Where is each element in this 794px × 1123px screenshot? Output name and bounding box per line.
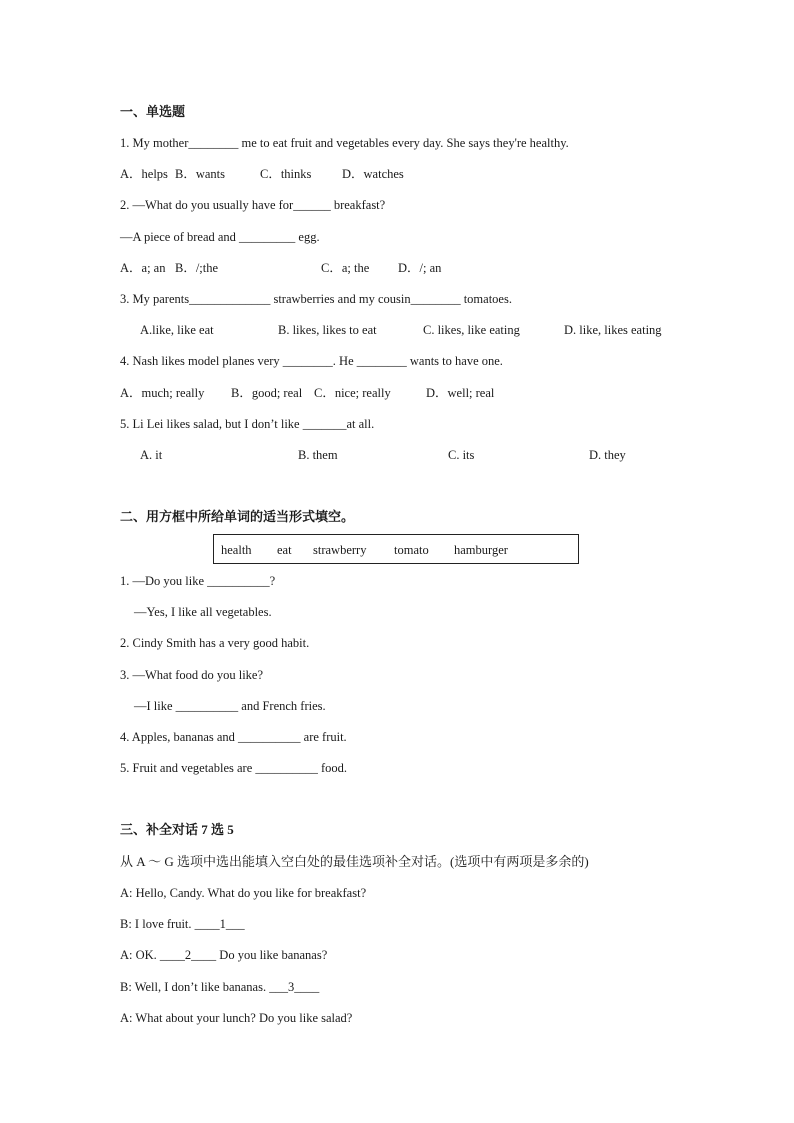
q2-option-b: B．/;the xyxy=(175,261,219,275)
q1-option-c: C．thinks xyxy=(260,167,312,181)
word-box-item: eat xyxy=(277,543,292,557)
s2-q1-question: 1. —Do you like __________? xyxy=(120,574,276,588)
word-box-item: tomato xyxy=(394,543,429,557)
q4-stem: 4. Nash likes model planes very ________. He ________ wants to have one. xyxy=(120,354,503,368)
q3-option-c: C. likes, like eating xyxy=(423,323,520,337)
q5-option-a: A. it xyxy=(140,448,163,462)
dialogue-line: A: Hello, Candy. What do you like for breakfast? xyxy=(120,886,367,900)
dialogue-line: B: I love fruit. ____1___ xyxy=(120,917,245,931)
q1-option-b: B．wants xyxy=(175,167,226,181)
q3-stem: 3. My parents_____________ strawberries and my cousin________ tomatoes. xyxy=(120,292,512,306)
s2-q3-question: 3. —What food do you like? xyxy=(120,668,264,682)
section3-heading: 三、补全对话 7 选 5 xyxy=(120,822,234,837)
q4-option-b: B．good; real xyxy=(231,386,303,400)
q2-option-a: A．a; an xyxy=(120,261,166,275)
word-box-item: health xyxy=(221,543,252,557)
word-box xyxy=(213,534,579,564)
dialogue-line: A: OK. ____2____ Do you like bananas? xyxy=(120,948,328,962)
q5-option-b: B. them xyxy=(298,448,338,462)
q5-stem: 5. Li Lei likes salad, but I don’t like _______at all. xyxy=(120,417,375,431)
q1-options xyxy=(120,166,680,182)
dialogue-line: B: Well, I don’t like bananas. ___3____ xyxy=(120,980,320,994)
word-box-item: strawberry xyxy=(313,543,367,557)
s2-q1-answer: —Yes, I like all vegetables. xyxy=(134,605,272,619)
q5-option-d: D. they xyxy=(589,448,626,462)
q2-stem: 2. —What do you usually have for______ breakfast? xyxy=(120,198,386,212)
q3-option-b: B. likes, likes to eat xyxy=(278,323,377,337)
q3-option-a: A.like, like eat xyxy=(140,323,214,337)
q1-option-a: A．helps xyxy=(120,167,168,181)
s2-q4: 4. Apples, bananas and __________ are fruit. xyxy=(120,730,347,744)
q4-option-a: A．much; really xyxy=(120,386,205,400)
s2-q5: 5. Fruit and vegetables are __________ food. xyxy=(120,761,348,775)
q2-option-d: D．/; an xyxy=(398,261,442,275)
s2-q3-answer: —I like __________ and French fries. xyxy=(134,699,326,713)
q5-options xyxy=(140,447,660,463)
q2-option-c: C．a; the xyxy=(321,261,370,275)
q2-options xyxy=(120,260,680,276)
dialogue-line: A: What about your lunch? Do you like salad? xyxy=(120,1011,353,1025)
word-box-item: hamburger xyxy=(454,543,508,557)
q4-option-d: D．well; real xyxy=(426,386,495,400)
q3-options xyxy=(140,322,680,338)
section1-heading: 一、单选题 xyxy=(120,104,186,119)
q4-options xyxy=(120,385,680,401)
q3-option-d: D. like, likes eating xyxy=(564,323,662,337)
q5-option-c: C. its xyxy=(448,448,475,462)
q2-stem2: —A piece of bread and _________ egg. xyxy=(120,230,320,244)
s2-q2: 2. Cindy Smith has a very good habit. xyxy=(120,636,310,650)
section3-instruction: 从 A ～ G 选项中选出能填入空白处的最佳选项补全对话。(选项中有两项是多余的) xyxy=(120,854,589,869)
section2-heading: 二、用方框中所给单词的适当形式填空。 xyxy=(120,509,355,524)
q4-option-c: C．nice; really xyxy=(314,386,391,400)
q1-stem: 1. My mother________ me to eat fruit and vegetables every day. She says they're healthy. xyxy=(120,136,569,150)
q1-option-d: D．watches xyxy=(342,167,404,181)
